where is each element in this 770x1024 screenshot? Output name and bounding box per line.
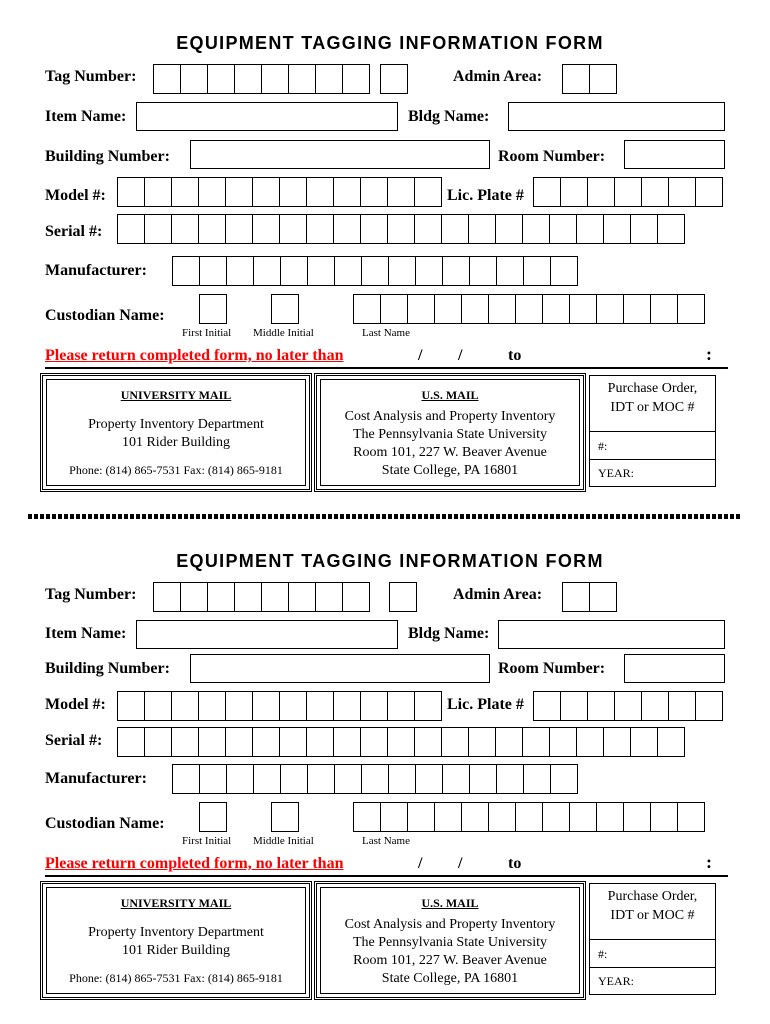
admin-area-grid[interactable] [562, 64, 617, 94]
model-label: Model #: [45, 187, 106, 204]
manufacturer-cell[interactable] [388, 764, 416, 794]
us-mail-box [314, 373, 586, 492]
po-year-label: YEAR: [598, 974, 634, 988]
first-initial-caption: First Initial [182, 835, 232, 847]
first-initial-cell[interactable] [199, 802, 227, 832]
manufacturer-cell[interactable] [307, 256, 335, 286]
tag-number-cell[interactable] [342, 582, 370, 612]
manufacturer-cell[interactable] [253, 256, 281, 286]
date-slash: / [458, 347, 463, 364]
manufacturer-cell[interactable] [307, 764, 335, 794]
serial-cell[interactable] [441, 727, 469, 757]
us-mail-inner [320, 887, 580, 994]
us-mail-line3: Room 101, 227 W. Beaver Avenue [353, 953, 547, 968]
model-grid[interactable] [117, 691, 442, 721]
tag-number-grid[interactable] [153, 64, 370, 94]
serial-cell[interactable] [252, 727, 280, 757]
building-number-field[interactable] [190, 140, 490, 169]
first-initial-caption: First Initial [182, 327, 232, 339]
model-cell[interactable] [387, 691, 415, 721]
po-heading-line1: Purchase Order, [607, 381, 698, 396]
form-title: EQUIPMENT TAGGING INFORMATION FORM [176, 551, 604, 571]
serial-cell[interactable] [171, 727, 199, 757]
middle-initial-cell[interactable] [271, 802, 299, 832]
date-slash: / [418, 855, 423, 872]
university-mail-heading: UNIVERSITY MAIL [120, 896, 232, 910]
model-cell[interactable] [360, 177, 388, 207]
manufacturer-cell[interactable] [550, 256, 578, 286]
bldg-name-label: Bldg Name: [408, 625, 490, 642]
serial-cell[interactable] [522, 727, 550, 757]
lic-plate-cell[interactable] [614, 691, 642, 721]
serial-cell[interactable] [657, 214, 685, 244]
last-name-cell[interactable] [488, 802, 516, 832]
university-mail-line1: Property Inventory Department [88, 417, 264, 432]
manufacturer-cell[interactable] [442, 764, 470, 794]
serial-cell[interactable] [549, 727, 577, 757]
serial-cell[interactable] [117, 727, 145, 757]
date-colon: : [706, 852, 712, 872]
tag-number-cell[interactable] [261, 64, 289, 94]
form-title: EQUIPMENT TAGGING INFORMATION FORM [176, 33, 604, 53]
last-name-cell[interactable] [434, 294, 462, 324]
lic-plate-cell[interactable] [587, 177, 615, 207]
po-heading-line2: IDT or MOC # [610, 400, 695, 415]
po-heading-line1: Purchase Order, [607, 889, 698, 904]
bldg-name-field[interactable] [508, 102, 725, 131]
last-name-cell[interactable] [461, 802, 489, 832]
manufacturer-cell[interactable] [280, 764, 308, 794]
manufacturer-cell[interactable] [199, 764, 227, 794]
date-underline [45, 875, 728, 877]
building-number-label: Building Number: [45, 148, 170, 165]
us-mail-line3: Room 101, 227 W. Beaver Avenue [353, 445, 547, 460]
admin-area-cell[interactable] [562, 582, 590, 612]
manufacturer-cell[interactable] [523, 764, 551, 794]
last-name-cell[interactable] [569, 294, 597, 324]
serial-cell[interactable] [117, 214, 145, 244]
model-cell[interactable] [225, 691, 253, 721]
manufacturer-cell[interactable] [361, 764, 389, 794]
last-name-cell[interactable] [461, 294, 489, 324]
model-cell[interactable] [387, 177, 415, 207]
manufacturer-cell[interactable] [523, 256, 551, 286]
lic-plate-cell[interactable] [641, 177, 669, 207]
serial-cell[interactable] [576, 214, 604, 244]
serial-cell[interactable] [576, 727, 604, 757]
serial-cell[interactable] [144, 214, 172, 244]
serial-cell[interactable] [333, 214, 361, 244]
manufacturer-cell[interactable] [226, 256, 254, 286]
lic-plate-cell[interactable] [695, 691, 723, 721]
manufacturer-cell[interactable] [172, 256, 200, 286]
model-cell[interactable] [144, 177, 172, 207]
last-name-caption: Last Name [362, 327, 410, 339]
serial-grid[interactable] [117, 214, 685, 244]
last-name-cell[interactable] [488, 294, 516, 324]
lic-plate-cell[interactable] [587, 691, 615, 721]
last-name-grid[interactable] [353, 294, 705, 324]
po-number-field[interactable] [589, 939, 716, 968]
manufacturer-cell[interactable] [334, 764, 362, 794]
manufacturer-cell[interactable] [199, 256, 227, 286]
last-name-cell[interactable] [380, 802, 408, 832]
building-number-label: Building Number: [45, 660, 170, 677]
middle-initial-caption: Middle Initial [253, 327, 314, 339]
model-cell[interactable] [279, 177, 307, 207]
date-slash: / [458, 855, 463, 872]
serial-cell[interactable] [360, 727, 388, 757]
manufacturer-cell[interactable] [226, 764, 254, 794]
building-number-field[interactable] [190, 654, 490, 683]
serial-cell[interactable] [657, 727, 685, 757]
serial-label: Serial #: [45, 732, 103, 749]
tag-number-cell[interactable] [288, 64, 316, 94]
last-name-cell[interactable] [596, 802, 624, 832]
lic-plate-cell[interactable] [533, 691, 561, 721]
tag-number-label: Tag Number: [45, 68, 137, 85]
us-mail-line2: The Pennsylvania State University [352, 935, 548, 950]
tag-number-grid[interactable] [153, 582, 370, 612]
university-mail-line2: 101 Rider Building [121, 943, 231, 958]
serial-cell[interactable] [387, 727, 415, 757]
serial-cell[interactable] [522, 214, 550, 244]
serial-cell[interactable] [468, 727, 496, 757]
first-initial-cell[interactable] [199, 294, 227, 324]
serial-cell[interactable] [333, 727, 361, 757]
university-mail-phone: Phone: (814) 865-7531 Fax: (814) 865-9181 [69, 971, 283, 985]
serial-cell[interactable] [279, 727, 307, 757]
university-mail-heading: UNIVERSITY MAIL [120, 388, 232, 402]
serial-cell[interactable] [360, 214, 388, 244]
university-mail-inner [46, 379, 306, 486]
item-name-field[interactable] [136, 102, 398, 131]
manufacturer-cell[interactable] [253, 764, 281, 794]
item-name-label: Item Name: [45, 108, 127, 125]
manufacturer-label: Manufacturer: [45, 262, 147, 279]
tag-number-cell[interactable] [288, 582, 316, 612]
last-name-cell[interactable] [407, 802, 435, 832]
model-cell[interactable] [360, 691, 388, 721]
manufacturer-cell[interactable] [334, 256, 362, 286]
manufacturer-cell[interactable] [388, 256, 416, 286]
admin-area-label: Admin Area: [453, 586, 543, 603]
date-to: to [508, 347, 522, 364]
admin-area-cell[interactable] [589, 64, 617, 94]
serial-cell[interactable] [306, 727, 334, 757]
item-name-label: Item Name: [45, 625, 127, 642]
middle-initial-cell[interactable] [271, 294, 299, 324]
serial-cell[interactable] [225, 214, 253, 244]
manufacturer-cell[interactable] [172, 764, 200, 794]
manufacturer-cell[interactable] [415, 256, 443, 286]
manufacturer-cell[interactable] [496, 256, 524, 286]
tag-number-cell[interactable] [180, 64, 208, 94]
us-mail-line1: Cost Analysis and Property Inventory [344, 409, 556, 424]
tag-number-cell[interactable] [234, 64, 262, 94]
manufacturer-cell[interactable] [361, 256, 389, 286]
model-cell[interactable] [198, 177, 226, 207]
model-cell[interactable] [225, 177, 253, 207]
serial-cell[interactable] [441, 214, 469, 244]
last-name-cell[interactable] [353, 802, 381, 832]
item-name-field[interactable] [136, 620, 398, 649]
last-name-cell[interactable] [650, 294, 678, 324]
tagging-form-1 [0, 0, 770, 500]
serial-cell[interactable] [171, 214, 199, 244]
last-name-cell[interactable] [623, 294, 651, 324]
manufacturer-cell[interactable] [496, 764, 524, 794]
lic-plate-label: Lic. Plate # [447, 696, 524, 713]
serial-cell[interactable] [495, 727, 523, 757]
model-cell[interactable] [333, 177, 361, 207]
model-cell[interactable] [252, 691, 280, 721]
university-mail-line2: 101 Rider Building [121, 435, 231, 450]
manufacturer-cell[interactable] [469, 256, 497, 286]
serial-cell[interactable] [603, 214, 631, 244]
admin-area-cell[interactable] [589, 582, 617, 612]
date-to: to [508, 855, 522, 872]
serial-cell[interactable] [414, 727, 442, 757]
model-cell[interactable] [144, 691, 172, 721]
manufacturer-label: Manufacturer: [45, 770, 147, 787]
us-mail-heading: U.S. MAIL [421, 388, 479, 402]
serial-cell[interactable] [225, 727, 253, 757]
tag-number-cell[interactable] [153, 64, 181, 94]
room-number-field[interactable] [624, 140, 725, 169]
purchase-order-box [589, 883, 716, 995]
last-name-cell[interactable] [515, 294, 543, 324]
model-grid[interactable] [117, 177, 442, 207]
last-name-cell[interactable] [407, 294, 435, 324]
last-name-cell[interactable] [650, 802, 678, 832]
lic-plate-cell[interactable] [668, 177, 696, 207]
room-number-label: Room Number: [498, 660, 606, 677]
tag-number-cell[interactable] [234, 582, 262, 612]
last-name-cell[interactable] [515, 802, 543, 832]
serial-cell[interactable] [306, 214, 334, 244]
room-number-label: Room Number: [498, 148, 606, 165]
tag-number-label: Tag Number: [45, 586, 137, 603]
lic-plate-grid[interactable] [533, 177, 723, 207]
last-name-cell[interactable] [434, 802, 462, 832]
us-mail-line2: The Pennsylvania State University [352, 427, 548, 442]
us-mail-line4: State College, PA 16801 [381, 971, 519, 986]
return-notice: Please return completed form, no later than [45, 855, 344, 872]
last-name-cell[interactable] [542, 294, 570, 324]
last-name-cell[interactable] [542, 802, 570, 832]
serial-cell[interactable] [549, 214, 577, 244]
us-mail-line4: State College, PA 16801 [381, 463, 519, 478]
last-name-cell[interactable] [569, 802, 597, 832]
last-name-cell[interactable] [596, 294, 624, 324]
last-name-caption: Last Name [362, 835, 410, 847]
po-year-label: YEAR: [598, 466, 634, 480]
admin-area-grid[interactable] [562, 582, 617, 612]
lic-plate-cell[interactable] [533, 177, 561, 207]
tag-number-cell[interactable] [180, 582, 208, 612]
tag-number-cell[interactable] [261, 582, 289, 612]
last-name-cell[interactable] [623, 802, 651, 832]
serial-cell[interactable] [198, 214, 226, 244]
manufacturer-cell[interactable] [469, 764, 497, 794]
serial-cell[interactable] [468, 214, 496, 244]
serial-cell[interactable] [630, 214, 658, 244]
serial-cell[interactable] [144, 727, 172, 757]
tagging-form-2 [0, 518, 770, 1018]
model-cell[interactable] [279, 691, 307, 721]
model-cell[interactable] [117, 691, 145, 721]
university-mail-box [40, 881, 312, 1000]
date-slash: / [418, 347, 423, 364]
tag-number-cell[interactable] [207, 64, 235, 94]
date-colon: : [706, 344, 712, 364]
po-number-label: #: [598, 947, 608, 961]
serial-cell[interactable] [252, 214, 280, 244]
tag-number-suffix-cell[interactable] [380, 64, 408, 94]
admin-area-label: Admin Area: [453, 68, 543, 85]
lic-plate-cell[interactable] [614, 177, 642, 207]
lic-plate-cell[interactable] [668, 691, 696, 721]
serial-cell[interactable] [630, 727, 658, 757]
last-name-cell[interactable] [677, 802, 705, 832]
tag-number-suffix-cell[interactable] [389, 582, 417, 612]
lic-plate-label: Lic. Plate # [447, 187, 524, 204]
return-notice: Please return completed form, no later than [45, 347, 344, 364]
lic-plate-cell[interactable] [560, 177, 588, 207]
tag-number-cell[interactable] [315, 64, 343, 94]
custodian-name-label: Custodian Name: [45, 815, 165, 832]
tag-number-cell[interactable] [153, 582, 181, 612]
model-cell[interactable] [414, 177, 442, 207]
date-underline [45, 367, 728, 369]
tag-number-cell[interactable] [342, 64, 370, 94]
po-heading-line2: IDT or MOC # [610, 908, 695, 923]
model-label: Model #: [45, 696, 106, 713]
serial-label: Serial #: [45, 223, 103, 240]
model-cell[interactable] [117, 177, 145, 207]
us-mail-box [314, 881, 586, 1000]
model-cell[interactable] [252, 177, 280, 207]
bldg-name-label: Bldg Name: [408, 108, 490, 125]
university-mail-line1: Property Inventory Department [88, 925, 264, 940]
serial-cell[interactable] [279, 214, 307, 244]
university-mail-phone: Phone: (814) 865-7531 Fax: (814) 865-9181 [69, 463, 283, 477]
serial-cell[interactable] [495, 214, 523, 244]
tag-number-cell[interactable] [315, 582, 343, 612]
tag-number-cell[interactable] [207, 582, 235, 612]
po-number-label: #: [598, 439, 608, 453]
room-number-field[interactable] [624, 654, 725, 683]
custodian-name-label: Custodian Name: [45, 307, 165, 324]
model-cell[interactable] [171, 177, 199, 207]
serial-cell[interactable] [603, 727, 631, 757]
last-name-grid[interactable] [353, 802, 705, 832]
manufacturer-grid[interactable] [172, 764, 578, 794]
us-mail-line1: Cost Analysis and Property Inventory [344, 917, 556, 932]
model-cell[interactable] [306, 691, 334, 721]
last-name-cell[interactable] [677, 294, 705, 324]
manufacturer-cell[interactable] [280, 256, 308, 286]
serial-cell[interactable] [387, 214, 415, 244]
lic-plate-cell[interactable] [695, 177, 723, 207]
last-name-cell[interactable] [380, 294, 408, 324]
middle-initial-caption: Middle Initial [253, 835, 314, 847]
manufacturer-cell[interactable] [442, 256, 470, 286]
bldg-name-field[interactable] [498, 620, 725, 649]
purchase-order-box [589, 375, 716, 487]
manufacturer-grid[interactable] [172, 256, 578, 286]
model-cell[interactable] [333, 691, 361, 721]
model-cell[interactable] [198, 691, 226, 721]
university-mail-box [40, 373, 312, 492]
serial-cell[interactable] [198, 727, 226, 757]
admin-area-cell[interactable] [562, 64, 590, 94]
model-cell[interactable] [171, 691, 199, 721]
university-mail-inner [46, 887, 306, 994]
lic-plate-grid[interactable] [533, 691, 723, 721]
us-mail-heading: U.S. MAIL [421, 896, 479, 910]
us-mail-inner [320, 379, 580, 486]
serial-grid[interactable] [117, 727, 685, 757]
last-name-cell[interactable] [353, 294, 381, 324]
model-cell[interactable] [414, 691, 442, 721]
lic-plate-cell[interactable] [641, 691, 669, 721]
model-cell[interactable] [306, 177, 334, 207]
manufacturer-cell[interactable] [415, 764, 443, 794]
po-number-field[interactable] [589, 431, 716, 460]
serial-cell[interactable] [414, 214, 442, 244]
lic-plate-cell[interactable] [560, 691, 588, 721]
manufacturer-cell[interactable] [550, 764, 578, 794]
